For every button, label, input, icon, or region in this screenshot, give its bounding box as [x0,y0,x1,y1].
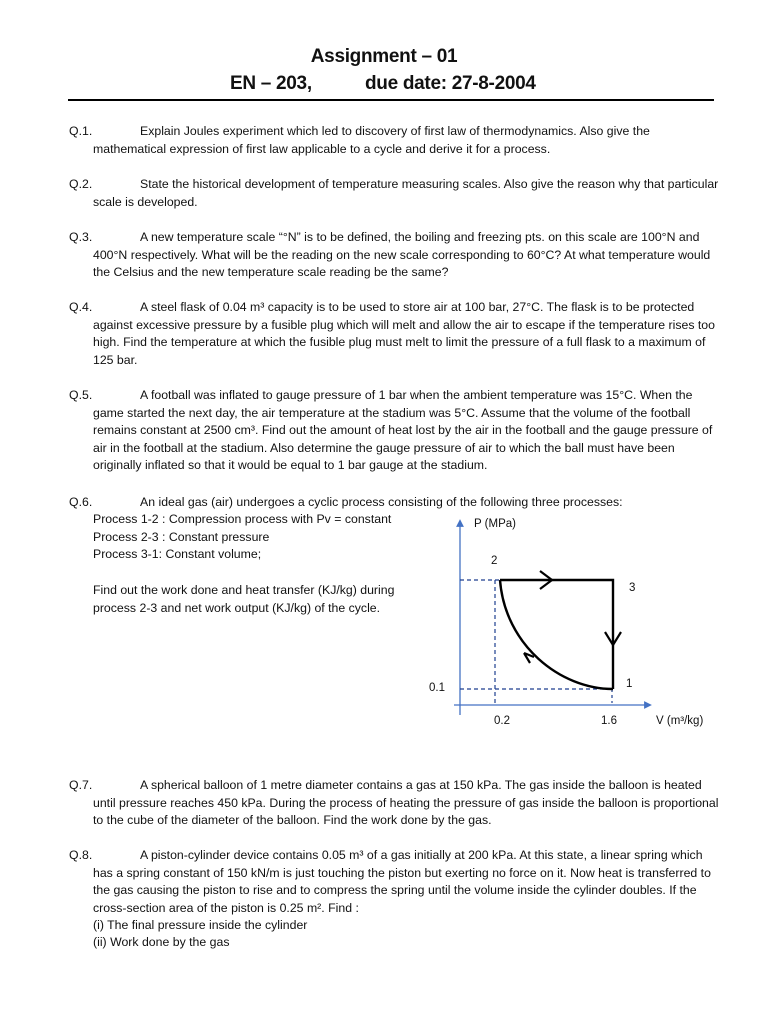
title-rule [68,99,714,101]
q6-task: Find out the work done and heat transfer (KJ/kg) during process 2-3 and net work output (KJ/kg) of the cycle. [93,583,395,615]
p-low-label: 0.1 [429,682,445,694]
question-3 [69,229,723,282]
question-number: Q.6. [69,495,93,509]
due-date: due date: 27-8-2004 [365,73,536,94]
question-text: A piston-cylinder device contains 0.05 m³ of a gas initially at 200 kPa. At this state, a linear spring which has a spring constant of 150 kN/m is just touching the piston but exerting no force on it. Now heat is transferred to the gas causing the piston to rise and to compress the spring until the volume inside the cylinder doubles. If the cross-section area of the piston is 0.25 m². Find : [93,848,711,915]
course-code: EN – 203, [230,73,312,94]
question-text: A spherical balloon of 1 metre diameter contains a gas at 150 kPa. The gas inside the balloon is heated until pressure reaches 450 kPa. During the process of heating the pressure of gas inside the balloon is proportional to the cube of the diameter of the balloon. Find the work done by the gas. [93,778,719,828]
question-6 [69,494,723,512]
question-number: Q.5. [69,388,93,402]
question-number: Q.4. [69,300,93,314]
v-low-label: 0.2 [494,715,510,727]
point-3-label: 3 [629,582,636,594]
assignment-title: Assignment – 01 [310,46,458,67]
point-2-label: 2 [491,555,498,567]
question-number: Q.2. [69,177,93,191]
question-number: Q.7. [69,778,93,792]
question-7 [69,777,723,830]
question-8 [69,847,723,917]
question-text: A steel flask of 0.04 m³ capacity is to be used to store air at 100 bar, 27°C. The flask is to be protected against excessive pressure by a fusible plug which will melt and allow the air to escape if the temperature rises too high. Find the temperature at which the fusible plug must melt to limit the pressure of a full flask to a maximum of 125 bar. [93,300,715,367]
question-5 [69,387,723,475]
process-2-3: Process 2-3 : Constant pressure [93,530,270,544]
x-axis-label: V (m³/kg) [656,715,704,727]
question-text: Explain Joules experiment which led to discovery of first law of thermodynamics. Also give the mathematical expression of first law applicable to a cycle and derive it for a process. [93,124,650,156]
process-1-2: Process 1-2 : Compression process with Pv = constant [93,512,392,526]
y-axis-label: P (MPa) [474,518,516,530]
v-high-label: 1.6 [601,715,617,727]
question-text: A football was inflated to gauge pressure of 1 bar when the ambient temperature was 15°C. When the game started the next day, the air temperature at the stadium was 5°C. Assume that the volume of the football remains constant at 2500 cm³. Find out the amount of heat lost by the air in the football and the gauge pressure of air in the football at the stadium. Also determine the gauge pressure of air to which the ball must have been originally inflated so that it would be equal to 1 bar gauge at the stadium. [93,388,713,473]
question-2 [69,176,723,211]
question-number: Q.1. [69,124,93,138]
question-text: State the historical development of temperature measuring scales. Also give the reason why that particular scale is developed. [93,177,719,209]
q8-part-i: (i) The final pressure inside the cylinder [93,918,308,932]
process-3-1: Process 3-1: Constant volume; [93,547,262,561]
question-number: Q.8. [69,848,93,862]
question-text: A new temperature scale “°N” is to be defined, the boiling and freezing pts. on this scale are 100°N and 400°N respectively. What will be the reading on the new scale corresponding to 60°C? At what temperature would the Celsius and the new temperature scale reading be the same? [93,230,711,280]
question-4 [69,299,723,369]
question-text: An ideal gas (air) undergoes a cyclic process consisting of the following three processes: [140,495,623,509]
question-number: Q.3. [69,230,93,244]
pv-diagram [440,515,730,735]
question-1 [69,123,723,158]
process-1-2-curve [500,580,613,689]
q8-part-ii: (ii) Work done by the gas [93,935,230,949]
point-1-label: 1 [626,678,633,690]
